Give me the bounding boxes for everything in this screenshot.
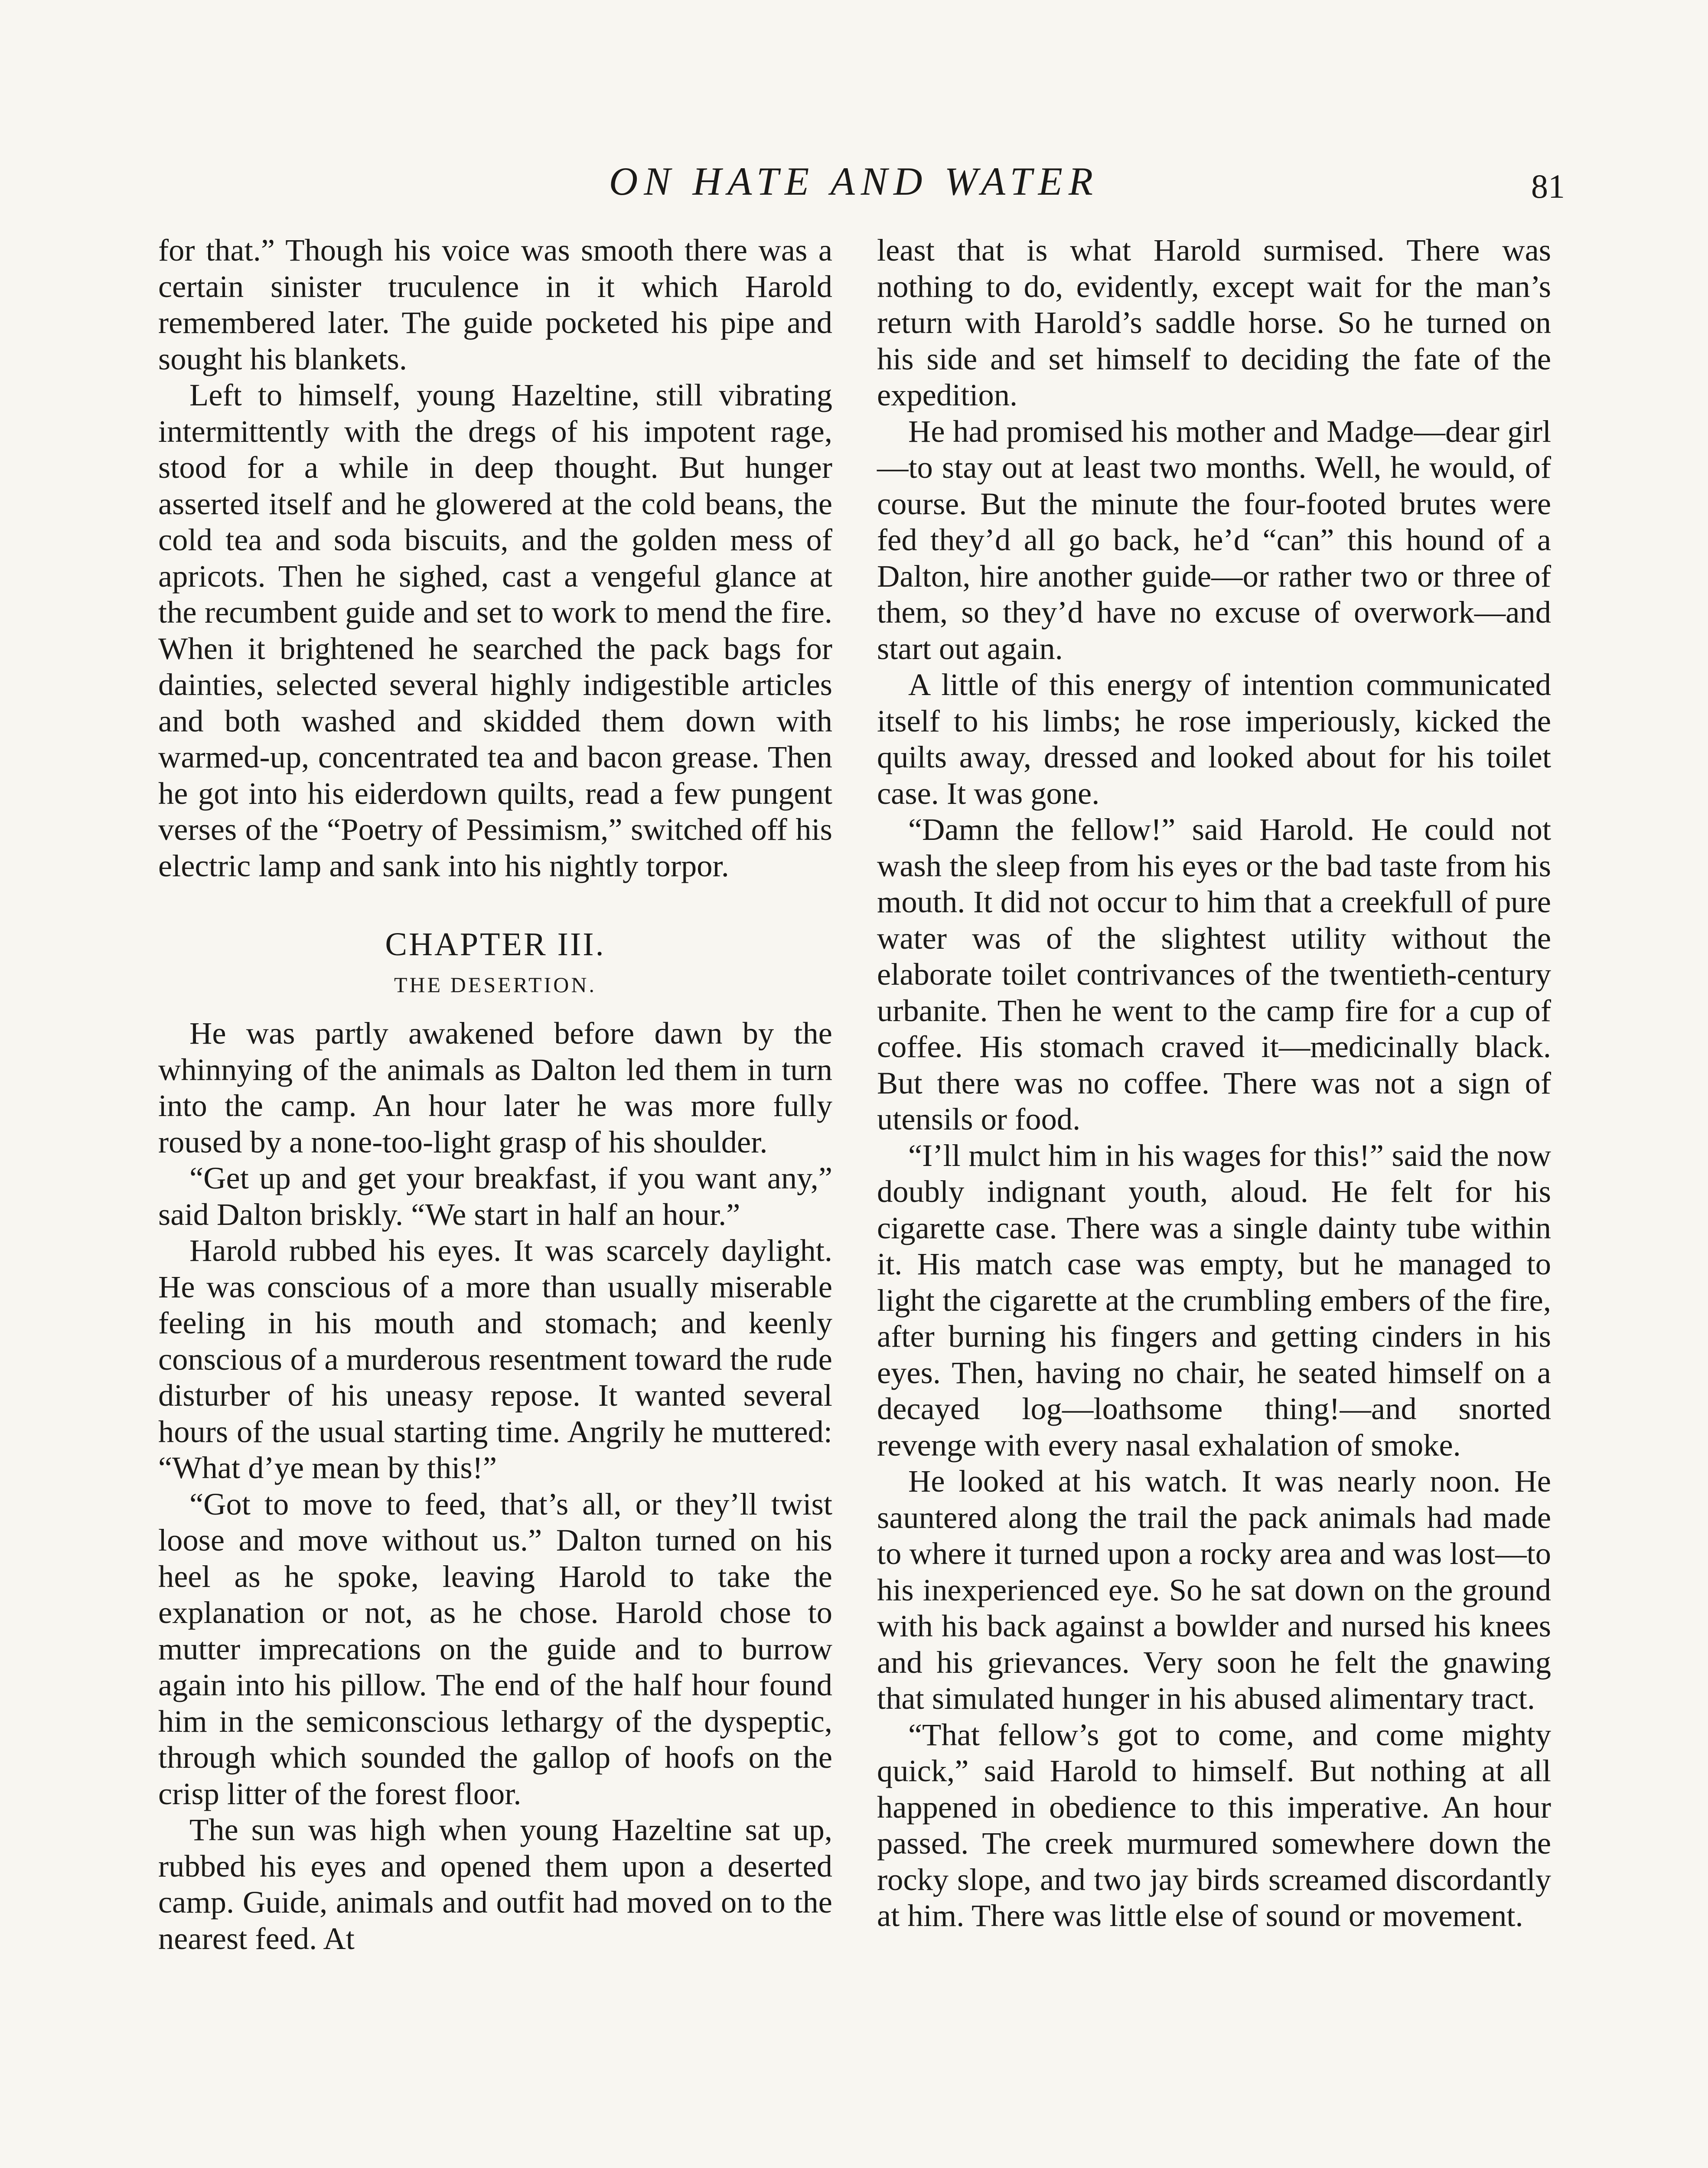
page-header [0,154,1708,215]
left-column [158,232,832,1956]
paragraph: Left to himself, young Hazeltine, still vibrating intermittently with the dregs of his impotent rage, stood for a while in deep thought. But hunger asserted itself and he glowered at the cold beans, the cold tea and soda biscuits, and the golden mess of apricots. Then he sighed, cast a vengeful glance at the recumbent guide and set to work to mend the fire. When it brightened he searched the pack bags for dainties, selected several highly indigestible articles and both washed and skidded them down with warmed-up, concentrated tea and bacon grease. Then he got into his eiderdown quilts, read a few pungent verses of the “Poetry of Pessimism,” switched off his electric lamp and sank into his nightly torpor. [158,377,832,883]
paragraph: “Damn the fellow!” said Harold. He could not wash the sleep from his eyes or the bad taste from his mouth. It did not occur to him that a creekfull of pure water was of the slightest utility without the elaborate toilet contrivances of the twentieth-century urbanite. Then he went to the camp fire for a cup of coffee. His stomach craved it—medicinally black. But there was no coffee. There was not a sign of utensils or food. [877,812,1551,1136]
paragraph: He was partly awakened before dawn by the whinnying of the animals as Dalton led them in turn into the camp. An hour later he was more fully roused by a none-too-light grasp of his shoulder. [158,1015,832,1159]
running-title: ON HATE AND WATER [609,159,1099,203]
paragraph: “Got to move to feed, that’s all, or they’ll twist loose and move without us.” Dalton turned on his heel as he spoke, leaving Harold to take the explanation or not, as he chose. Harold chose to mutter imprecations on the guide and to burrow again into his pillow. The end of the half hour found him in the semiconscious lethargy of the dyspeptic, through which sounded the gallop of hoofs on the crisp litter of the forest floor. [158,1486,832,1811]
paragraph: He looked at his watch. It was nearly noon. He sauntered along the trail the pack animals had made to where it turned upon a rocky area and was lost—to his inexperienced eye. So he sat down on the ground with his back against a bowlder and nursed his knees and his grievances. Very soon he felt the gnawing that simulated hunger in his abused alimentary tract. [877,1463,1551,1716]
right-column [877,232,1551,1934]
paragraph: The sun was high when young Hazeltine sat up, rubbed his eyes and opened them upon a deserted camp. Guide, animals and outfit had moved on to the nearest feed. At [158,1812,832,1956]
chapter-subtitle: THE DESERTION. [394,973,596,997]
paragraph: Harold rubbed his eyes. It was scarcely daylight. He was conscious of a more than usually miserable feeling in his mouth and stomach; and keenly conscious of a murderous resentment toward the rude disturber of his uneasy repose. It wanted several hours of the usual starting time. Angrily he muttered: “What d’ye mean by this!” [158,1233,832,1485]
paragraph: least that is what Harold surmised. There was nothing to do, evidently, except wait for the man’s return with Harold’s saddle horse. So he turned on his side and set himself to deciding the fate of the expedition. [877,232,1551,412]
page-number: 81 [1531,167,1565,205]
chapter-heading: CHAPTER III. [385,926,606,963]
paragraph: A little of this energy of intention communicated itself to his limbs; he rose imperiously, kicked the quilts away, dressed and looked about for his toilet case. It was gone. [877,667,1551,811]
chapter-heading-block [158,925,832,1002]
paragraph: “Get up and get your breakfast, if you want any,” said Dalton briskly. “We start in half an hour.” [158,1160,832,1232]
paragraph: for that.” Though his voice was smooth there was a certain sinister truculence in it which Harold remembered later. The guide pocketed his pipe and sought his blankets. [158,232,832,376]
paragraph: He had promised his mother and Madge—dear girl—to stay out at least two months. Well, he would, of course. But the minute the four-footed brutes were fed they’d all go back, he’d “can” this hound of a Dalton, hire another guide—or rather two or three of them, so they’d have no excuse of overwork—and start out again. [877,413,1551,666]
paragraph: “I’ll mulct him in his wages for this!” said the now doubly indignant youth, aloud. He felt for his cigarette case. There was a single dainty tube within it. His match case was empty, but he managed to light the cigarette at the crumbling embers of the fire, after burning his fingers and getting cinders in his eyes. Then, having no chair, he seated himself on a decayed log—loathsome thing!—and snorted revenge with every nasal exhalation of smoke. [877,1137,1551,1463]
paragraph: “That fellow’s got to come, and come mighty quick,” said Harold to himself. But nothing at all happened in obedience to this imperative. An hour passed. The creek murmured somewhere down the rocky slope, and two jay birds screamed discordantly at him. There was little else of sound or movement. [877,1717,1551,1933]
